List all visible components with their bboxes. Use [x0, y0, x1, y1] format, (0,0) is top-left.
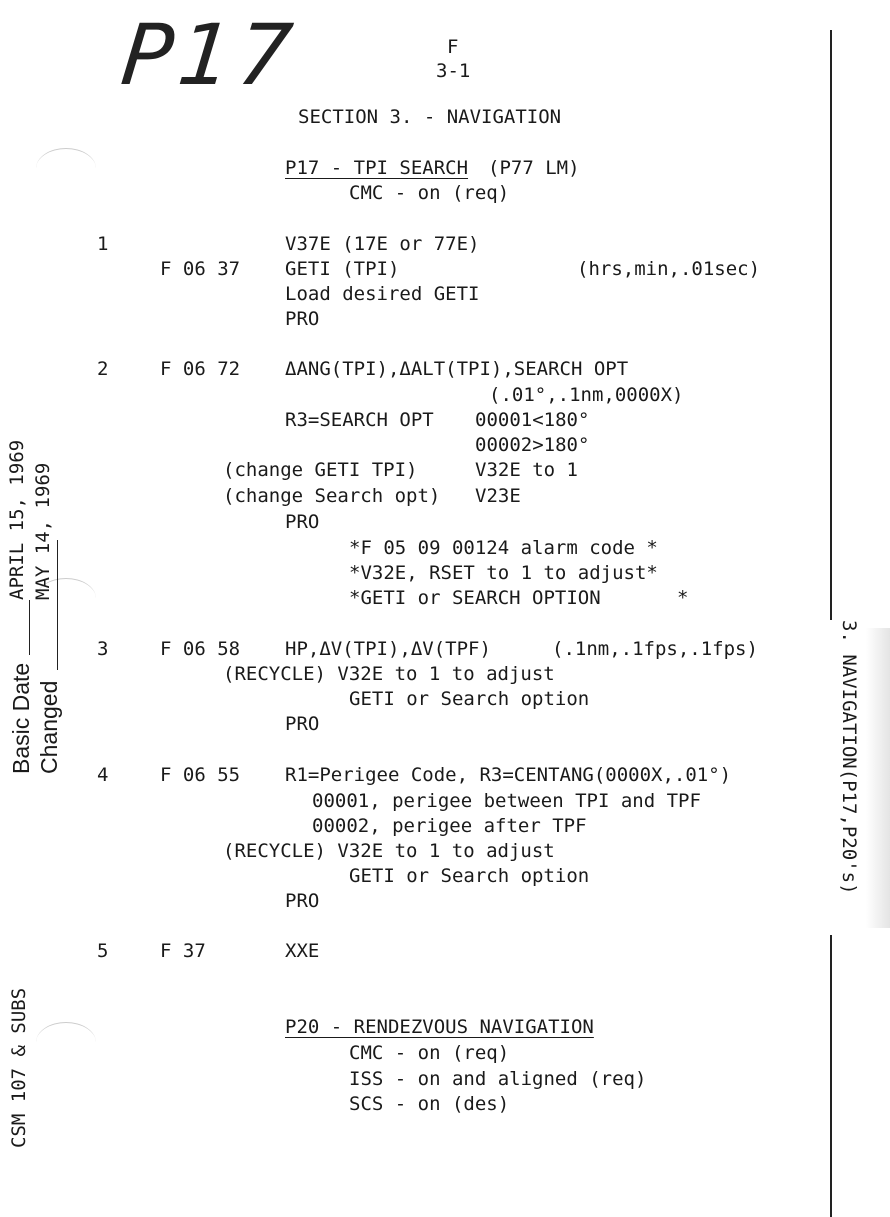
- p20-heading: P20 - RENDEZVOUS NAVIGATION: [285, 1016, 594, 1038]
- step-display-code: F 06 58: [160, 638, 241, 660]
- step-text: (RECYCLE) V32E to 1 to adjust: [223, 663, 555, 685]
- step-number: 1: [97, 233, 109, 255]
- step-text: ΔANG(TPI),ΔALT(TPI),SEARCH OPT: [285, 358, 629, 380]
- step-text: GETI or Search option: [349, 688, 590, 710]
- step-text: XXE: [285, 940, 320, 962]
- step-text: 00001<180°: [475, 409, 590, 431]
- basic-date-label: Basic Date: [8, 662, 34, 774]
- changed-date-value: MAY 14, 1969: [32, 462, 54, 600]
- step-display-code: F 37: [160, 940, 206, 962]
- punch-hole-top: [36, 148, 96, 189]
- step-text: PRO: [285, 890, 320, 912]
- step-number: 4: [97, 764, 109, 786]
- step-text: 00002>180°: [475, 434, 590, 456]
- step-display-code: F 06 37: [160, 258, 241, 280]
- basic-date-value: APRIL 15, 1969: [6, 439, 28, 600]
- p17-requirement: CMC - on (req): [349, 182, 510, 204]
- step-text: PRO: [285, 713, 320, 735]
- punch-hole-bottom: [36, 1022, 96, 1063]
- p20-requirement: SCS - on (des): [349, 1093, 510, 1115]
- step-text: R1=Perigee Code, R3=CENTANG(0000X,.01°): [285, 764, 732, 786]
- handwritten-page-tag: P17: [116, 6, 303, 104]
- step-text: (RECYCLE) V32E to 1 to adjust: [223, 840, 555, 862]
- step-text: 00002, perigee after TPF: [312, 815, 587, 837]
- basic-date-underline: [29, 600, 30, 655]
- right-margin-rule-top: [830, 30, 832, 620]
- step-text: Load desired GETI: [285, 283, 480, 305]
- step-units: (.1nm,.1fps,.1fps): [552, 638, 758, 660]
- p17-heading-suffix: (P77 LM): [488, 157, 580, 179]
- step-text: (change Search opt): [223, 485, 441, 507]
- p20-requirement: CMC - on (req): [349, 1042, 510, 1064]
- p17-heading: P17 - TPI SEARCH: [285, 157, 469, 179]
- step-text: HP,ΔV(TPI),ΔV(TPF): [285, 638, 491, 660]
- changed-date-underline: [57, 540, 58, 670]
- step-number: 5: [97, 940, 109, 962]
- right-margin-rule-bottom: [830, 935, 832, 1217]
- p20-requirement: ISS - on and aligned (req): [349, 1068, 647, 1090]
- alarm-note-star: *: [677, 587, 689, 609]
- step-number: 2: [97, 358, 109, 380]
- section-title: SECTION 3. - NAVIGATION: [298, 106, 562, 128]
- alarm-note: *V32E, RSET to 1 to adjust*: [349, 562, 658, 584]
- alarm-note: *GETI or SEARCH OPTION: [349, 587, 601, 609]
- step-units: (.01°,.1nm,0000X): [489, 384, 684, 406]
- step-text: V23E: [475, 485, 521, 507]
- alarm-note: *F 05 09 00124 alarm code *: [349, 537, 658, 559]
- step-text: PRO: [285, 308, 320, 330]
- step-number: 3: [97, 638, 109, 660]
- step-text: GETI or Search option: [349, 865, 590, 887]
- step-text: (change GETI TPI): [223, 459, 418, 481]
- step-text: V37E (17E or 77E): [285, 233, 480, 255]
- page-header-letter: F: [447, 36, 459, 58]
- step-text: 00001, perigee between TPI and TPF: [312, 790, 701, 812]
- step-text: V32E to 1: [475, 459, 578, 481]
- step-display-code: F 06 55: [160, 764, 241, 786]
- step-display-code: F 06 72: [160, 358, 241, 380]
- tab-edge: [866, 628, 890, 928]
- page-header-number: 3-1: [436, 60, 471, 82]
- document-id: CSM 107 & SUBS: [8, 987, 30, 1148]
- step-text: GETI (TPI): [285, 258, 400, 280]
- step-text: R3=SEARCH OPT: [285, 409, 434, 431]
- navigation-tab-label: 3. NAVIGATION(P17,P20's): [838, 620, 860, 895]
- step-units: (hrs,min,.01sec): [577, 258, 761, 280]
- step-text: PRO: [285, 511, 320, 533]
- changed-label: Changed: [36, 680, 62, 774]
